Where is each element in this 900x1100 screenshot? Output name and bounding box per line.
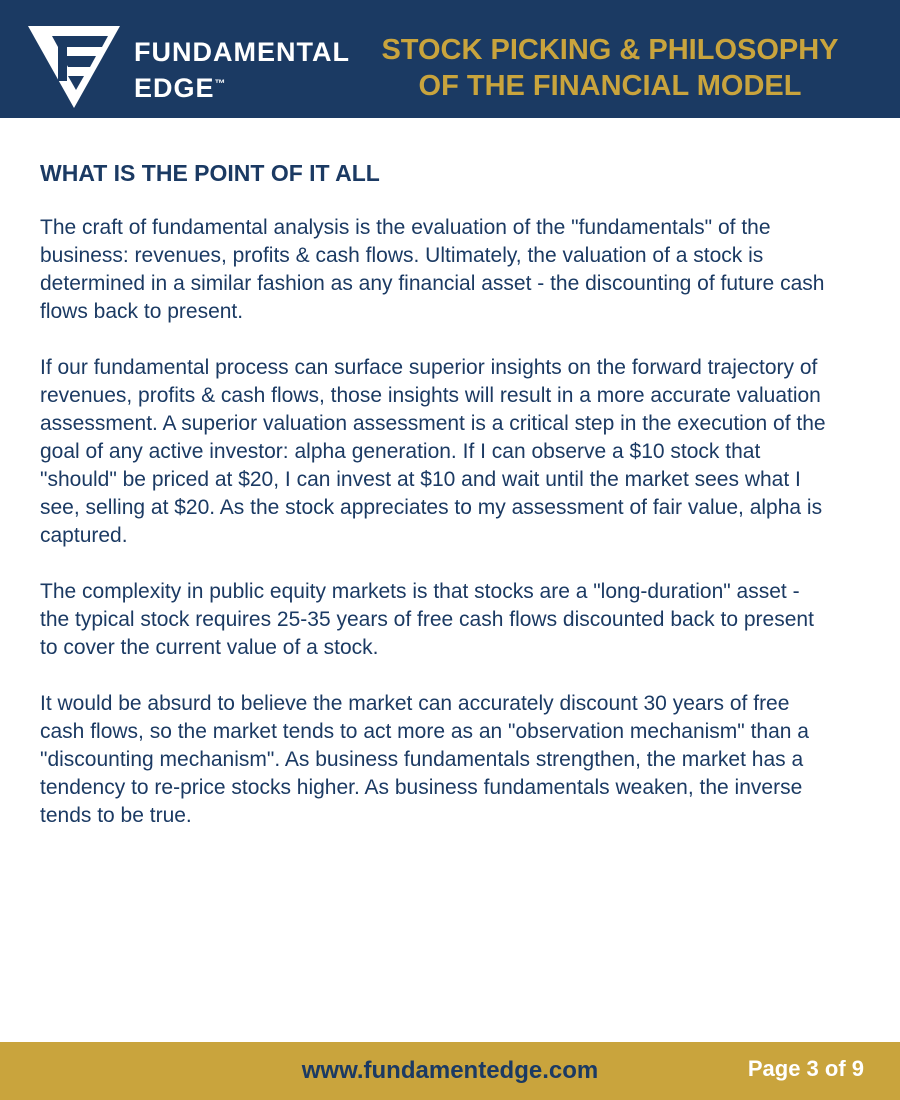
paragraph-3: The complexity in public equity markets is that stocks are a "long-duration" asset - the typical stock requires 25-35 years of free cash flows discounted back to present to cover the current value of a stock. (40, 580, 814, 659)
paragraph-1: The craft of fundamental analysis is the evaluation of the "fundamentals" of the business: revenues, profits & cash flows. Ultimately, the valuation of a stock is determined in a similar fashion as any financial asset - the discounting of future cash flows back to present. (40, 216, 825, 323)
document-title-line-2: OF THE FINANCIAL MODEL (418, 70, 802, 102)
section-heading: WHAT IS THE POINT OF IT ALL (40, 160, 380, 186)
brand-name (134, 36, 350, 104)
page-header (0, 0, 900, 118)
paragraph-4: It would be absurd to believe the market can accurately discount 30 years of free cash flows, so the market tends to act more as an "observation mechanism" than a "discounting mechanism". As business fundamentals strengthen, the market has a tendency to re-price stocks higher. As business fundamentals weaken, the inverse tends to be true. (40, 692, 809, 827)
brand-line-1: FUNDAMENTAL (134, 37, 350, 67)
document-title (375, 32, 845, 104)
document-title-line-1: STOCK PICKING & PHILOSOPHY (381, 34, 839, 66)
fundamental-edge-logo-icon (28, 26, 120, 108)
trademark: ™ (214, 78, 226, 90)
brand-line-2 (134, 68, 350, 104)
page-number: Page 3 of 9 (747, 1056, 864, 1081)
page-footer (0, 1042, 900, 1100)
brand-line-2-text: EDGE (134, 73, 215, 103)
paragraph-2: If our fundamental process can surface superior insights on the forward trajectory of revenues, profits & cash flows, those insights will result in a more accurate valuation assessment. A superior valuation assessment is a critical step in the execution of the goal of any active investor: alpha generation. If I can observe a $10 stock that "should" be priced at $20, I can invest at $10 and wait until the market sees what I see, selling at $20. As the stock appreciates to my assessment of fair value, alpha is captured. (40, 356, 826, 547)
main-content (40, 158, 830, 858)
website-link[interactable]: www.fundamentedge.com (301, 1057, 599, 1084)
